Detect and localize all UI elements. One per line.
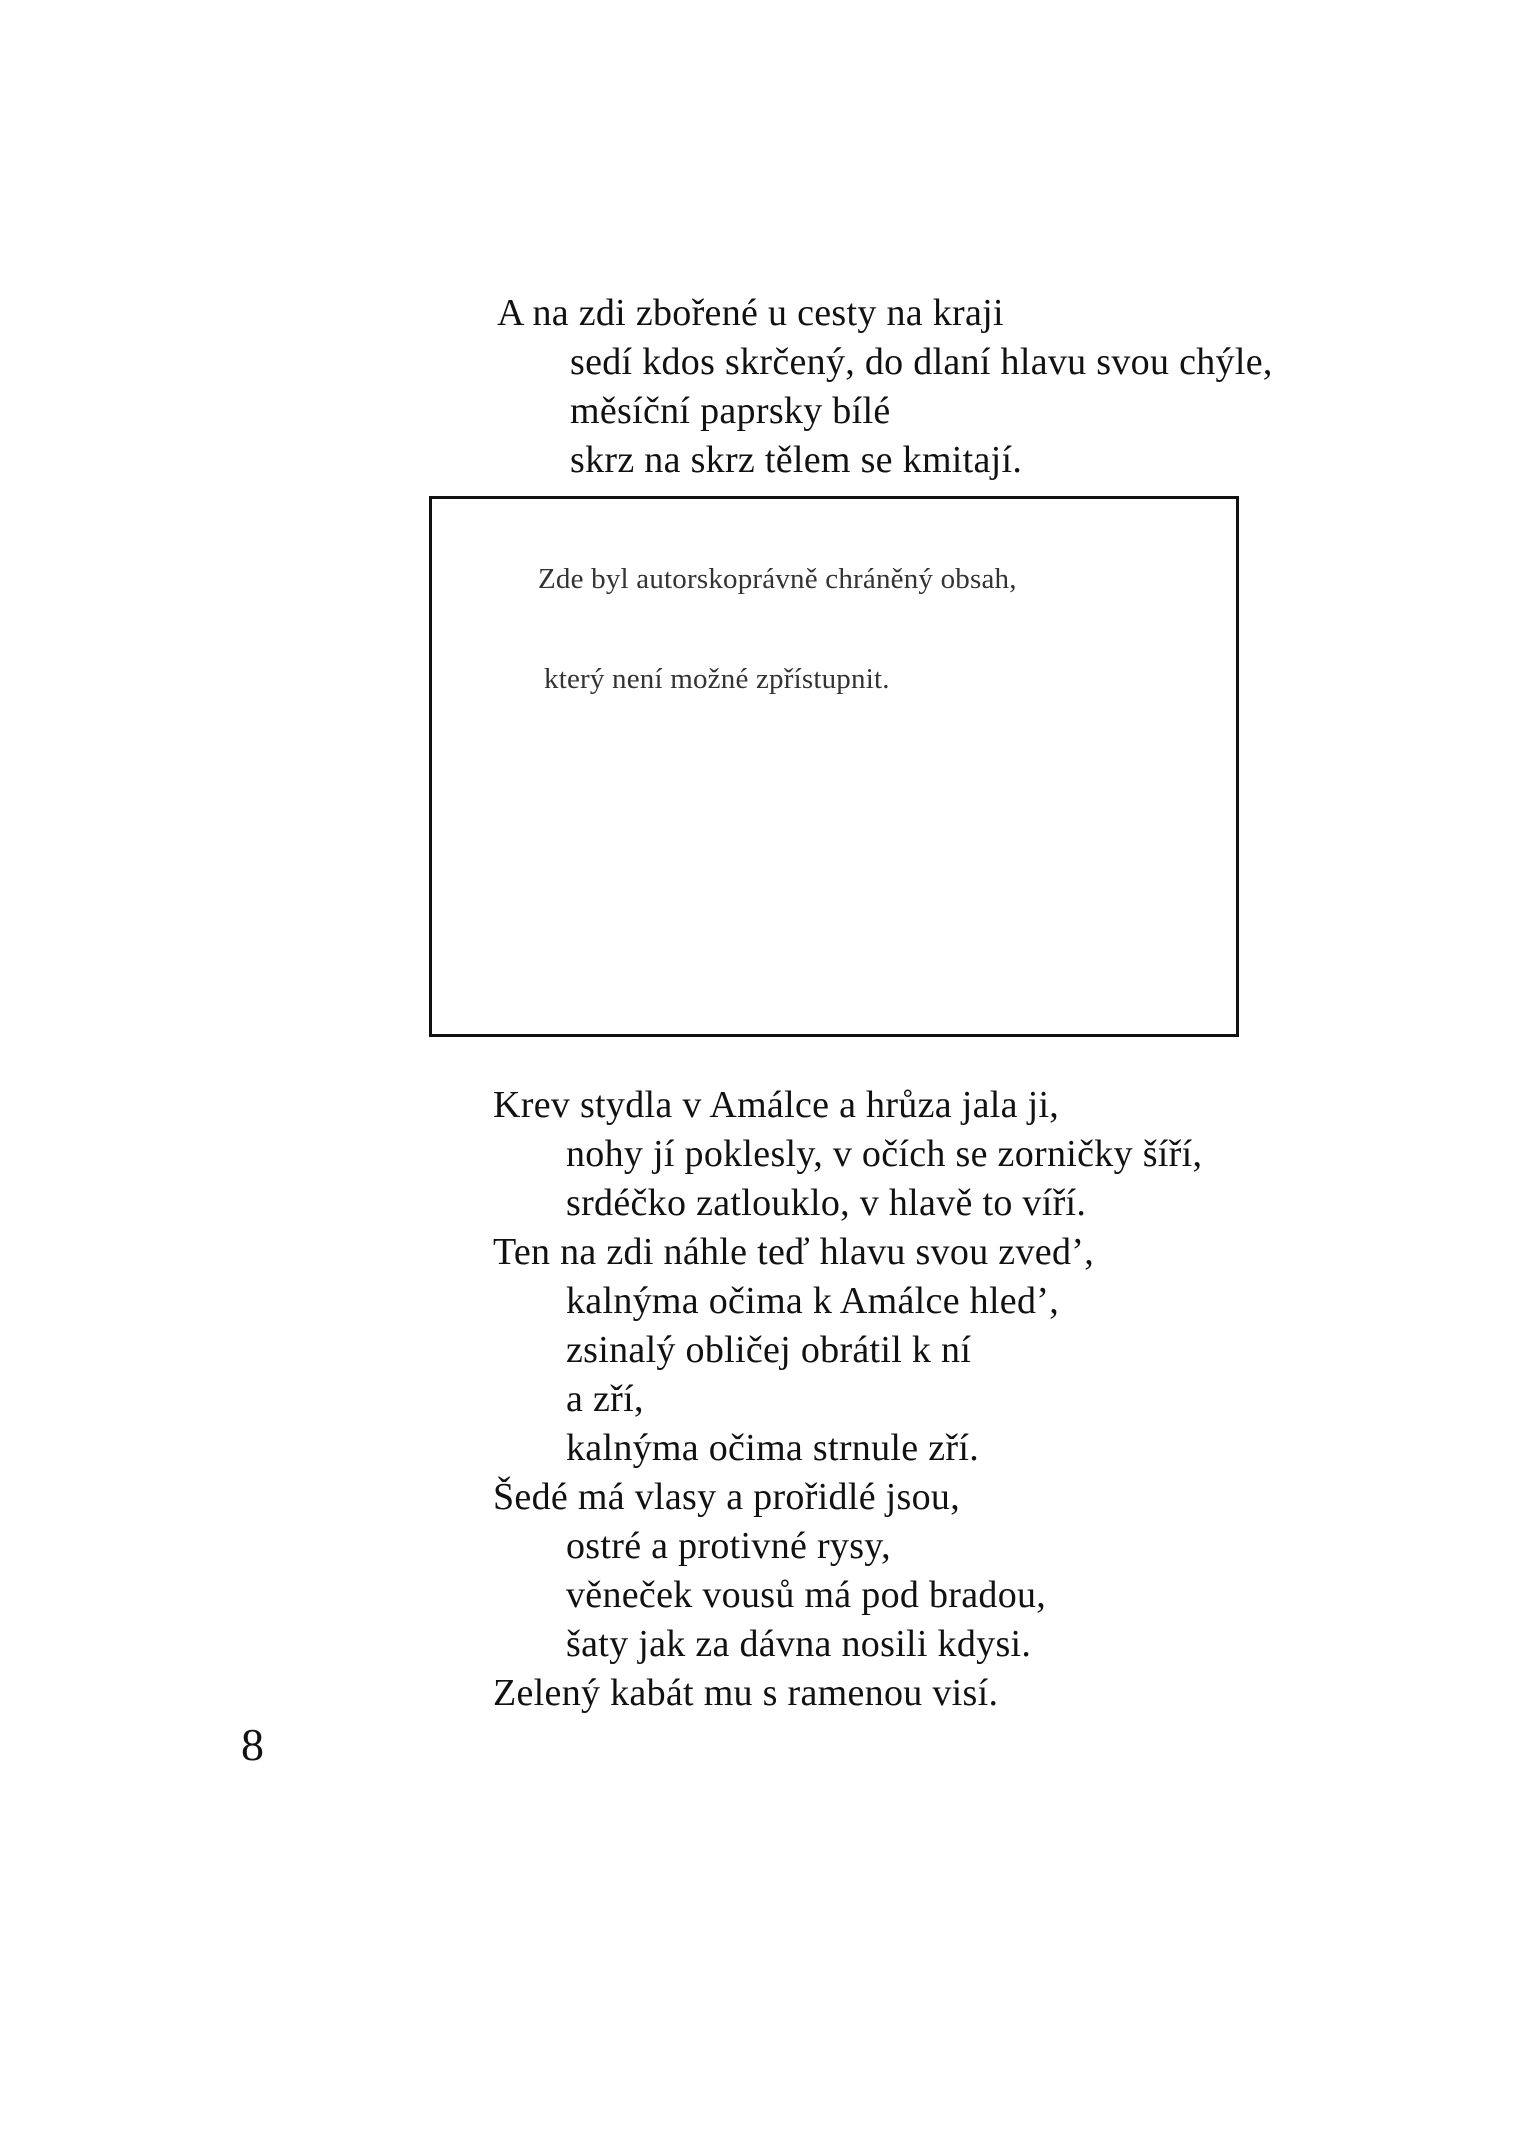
verse-line: Krev stydla v Amálce a hrůza jala ji, <box>493 1084 1060 1126</box>
verse-line: kalnýma očima k Amálce hled’, <box>566 1280 1060 1322</box>
verse-line: nohy jí poklesly, v očích se zorničky šíří, <box>566 1133 1203 1175</box>
verse-line: sedí kdos skrčený, do dlaní hlavu svou chýle, <box>570 341 1273 383</box>
verse-line: a zří, <box>566 1378 644 1420</box>
verse-line: skrz na skrz tělem se kmitají. <box>570 439 1023 481</box>
copyright-notice-line-1: Zde byl autorskoprávně chráněný obsah, <box>538 563 1017 595</box>
verse-line: A na zdi zbořené u cesty na kraji <box>497 292 1004 334</box>
copyright-placeholder-box <box>429 496 1239 1037</box>
verse-line: Ten na zdi náhle teď hlavu svou zved’, <box>493 1231 1094 1273</box>
verse-line: šaty jak za dávna nosili kdysi. <box>566 1623 1032 1665</box>
verse-line: ostré a protivné rysy, <box>566 1525 891 1567</box>
verse-line: srdéčko zatlouklo, v hlavě to víří. <box>566 1182 1087 1224</box>
verse-line: věneček vousů má pod bradou, <box>566 1574 1047 1616</box>
poem-stanza-bottom <box>493 1081 1202 1718</box>
verse-line: Zelený kabát mu s ramenou visí. <box>493 1672 999 1714</box>
verse-line: zsinalý obličej obrátil k ní <box>566 1329 972 1371</box>
verse-line: Šedé má vlasy a prořidlé jsou, <box>493 1476 961 1518</box>
verse-line: kalnýma očima strnule zří. <box>566 1427 979 1469</box>
verse-line: měsíční paprsky bílé <box>570 390 891 432</box>
page-number: 8 <box>241 1719 264 1770</box>
copyright-notice-line-2: který není možné zpřístupnit. <box>544 663 890 695</box>
poem-stanza-top <box>497 289 1273 485</box>
